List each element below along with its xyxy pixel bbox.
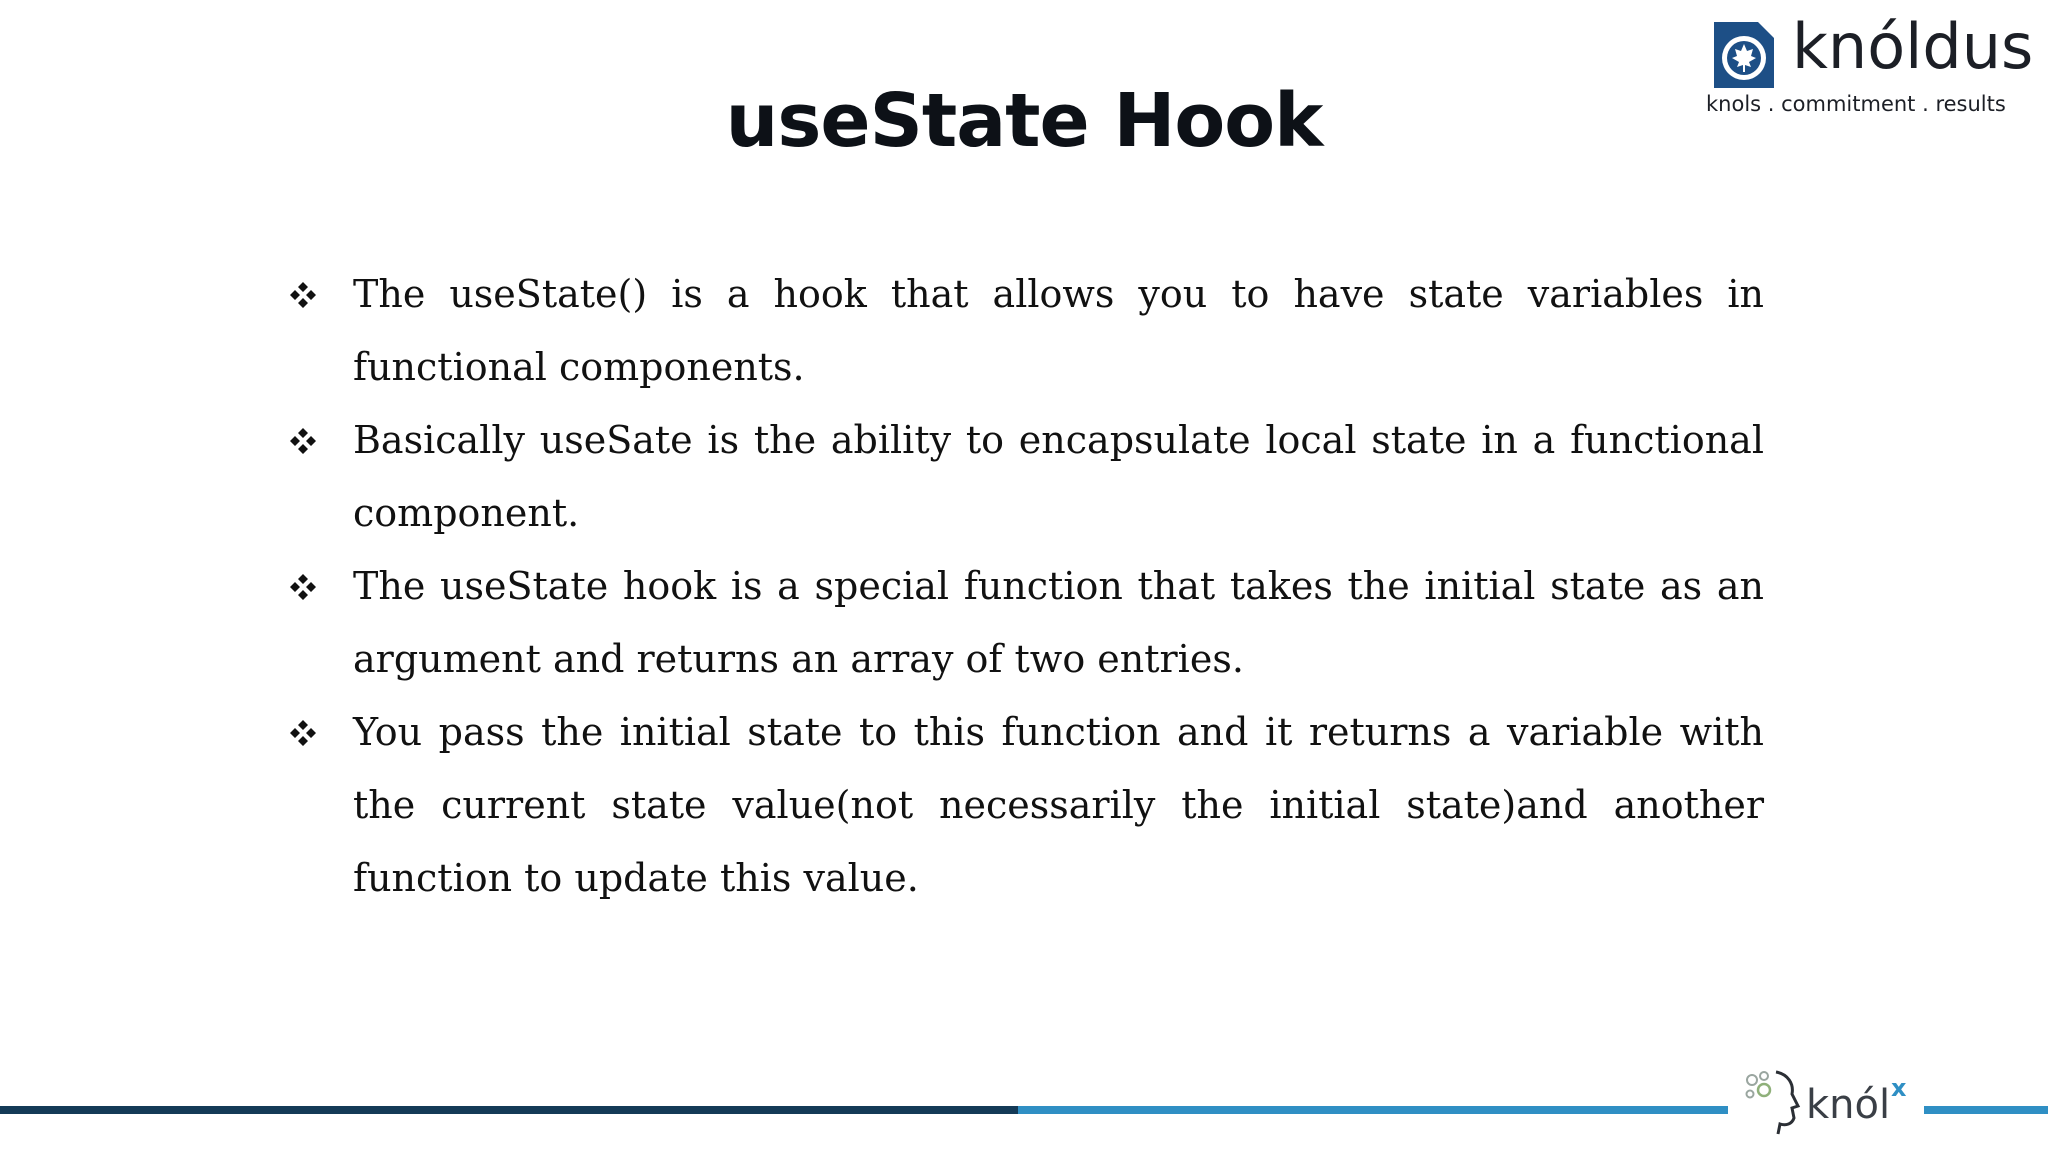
bullet-item — [288, 258, 1764, 404]
bullet-item — [288, 696, 1764, 915]
maple-leaf-badge-icon — [1708, 18, 1780, 94]
bullet-item — [288, 550, 1764, 696]
diamond-bullet-icon — [288, 572, 318, 602]
diamond-bullet-icon — [288, 718, 318, 748]
head-gears-icon — [1740, 1066, 1804, 1138]
knolx-wordmark: knól — [1806, 1082, 1891, 1128]
diamond-bullet-icon — [288, 426, 318, 456]
bullet-text: You pass the initial state to this function and it returns a variable with the current state value(not necessarily the initial state)and another function to update this value. — [353, 710, 1764, 900]
knolx-logo — [1728, 1052, 1924, 1152]
brand-tagline: knols . commitment . results — [1706, 92, 2006, 116]
bullet-text: The useState hook is a special function that takes the initial state as an argument and returns an array of two entries. — [353, 564, 1764, 681]
bullet-text: The useState() is a hook that allows you to have state variables in functional components. — [353, 272, 1764, 389]
footer-bar-dark — [0, 1106, 1018, 1114]
bullet-item — [288, 404, 1764, 550]
bullet-list — [288, 258, 1764, 915]
brand-logo — [1700, 10, 2034, 124]
slide-title: useState Hook — [725, 78, 1323, 164]
bullet-text: Basically useSate is the ability to encapsulate local state in a functional component. — [353, 418, 1764, 535]
brand-name: knóldus — [1792, 10, 2034, 83]
knolx-superscript: x — [1891, 1074, 1907, 1102]
diamond-bullet-icon — [288, 280, 318, 310]
